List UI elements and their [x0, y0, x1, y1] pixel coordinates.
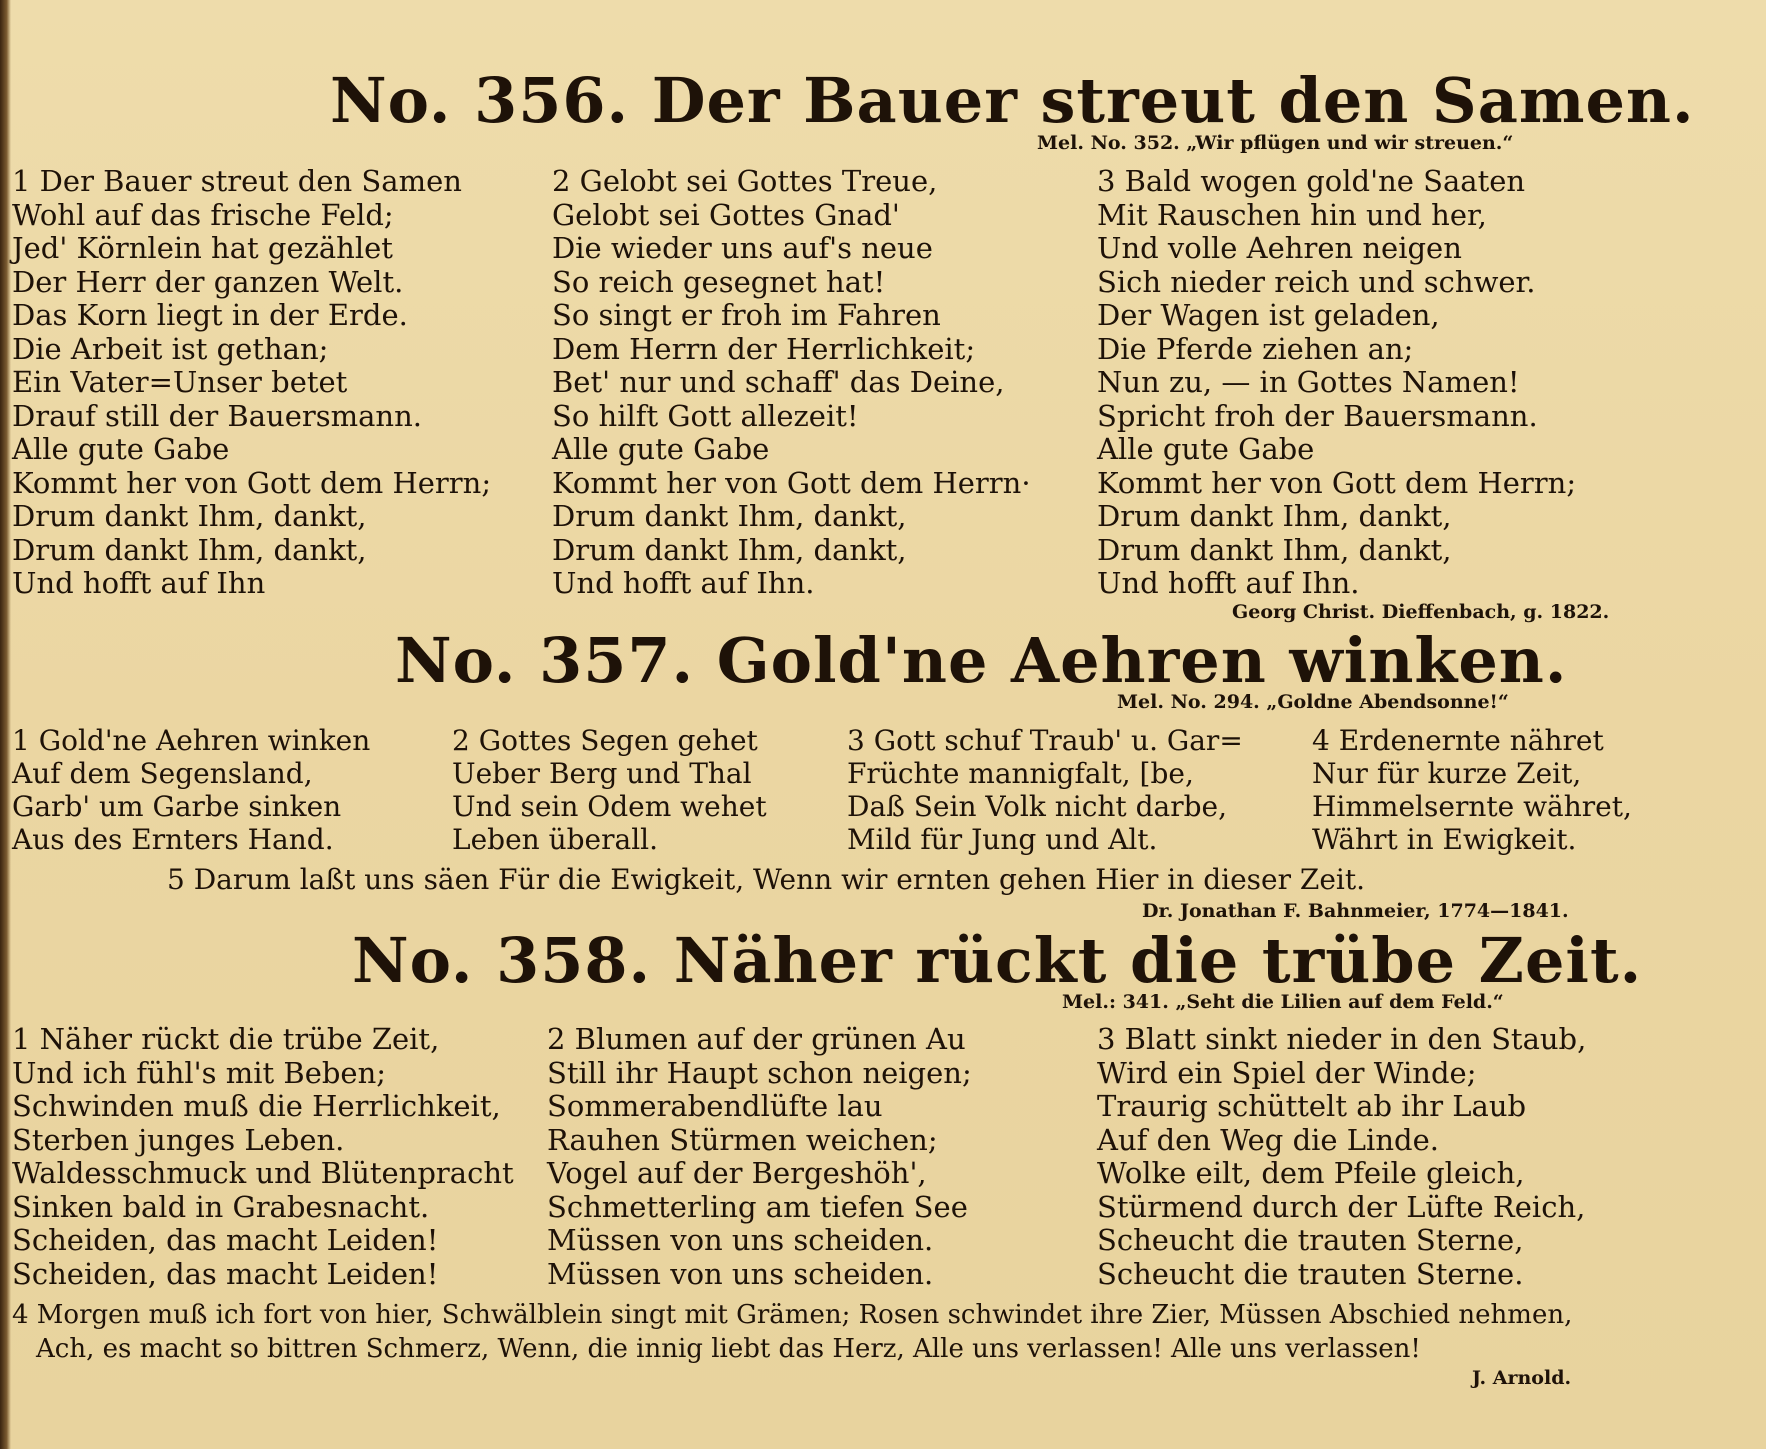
verse-line: Schmetterling am tiefen See [547, 1189, 968, 1224]
verse-line: Auf den Weg die Linde. [1097, 1122, 1439, 1157]
verse-line: Auf dem Segensland, [12, 757, 313, 790]
hymn-356-title: No. 356. Der Bauer streut den Samen. [330, 64, 1695, 137]
verse-line: Der Herr der ganzen Welt. [12, 264, 404, 299]
verse-line: Scheucht die trauten Sterne, [1097, 1223, 1524, 1257]
hymn-358-stanza-1 [12, 1023, 514, 1291]
hymn-356-stanza-1 [12, 165, 491, 601]
verse-line: Drum dankt Ihm, dankt, [1097, 499, 1452, 533]
verse-line: Drum dankt Ihm, dankt, [552, 499, 907, 533]
hymn-358-melody: Mel.: 341. „Seht die Lilien auf dem Feld.“ [1062, 991, 1504, 1013]
verse-line: Drum dankt Ihm, dankt, [12, 499, 367, 533]
verse-line: 1 Der Bauer streut den Samen [12, 164, 462, 198]
verse-line: Die Arbeit ist gethan; [12, 331, 329, 366]
verse-line: Müssen von uns scheiden. [547, 1223, 934, 1257]
verse-line: So hilft Gott allezeit! [552, 398, 859, 433]
hymn-358-stanza-3 [1097, 1023, 1586, 1291]
verse-line: Und hofft auf Ihn [12, 566, 266, 600]
hymn-356-stanza-3 [1097, 165, 1576, 601]
verse-line: 2 Gottes Segen gehet [452, 724, 758, 757]
verse-line: Dem Herrn der Herrlichkeit; [552, 331, 976, 366]
book-spine-edge [0, 0, 11, 1449]
verse-line: Und sein Odem wehet [452, 790, 767, 823]
verse-line: Sinken bald in Grabesnacht. [12, 1189, 430, 1224]
hymn-357-author: Dr. Jonathan F. Bahnmeier, 1774—1841. [1142, 900, 1569, 922]
verse-line: Alle gute Gabe [1097, 432, 1315, 466]
hymn-357-stanza-3 [847, 724, 1243, 856]
hymn-357-stanza-5: 5 Darum laßt uns säen Für die Ewigkeit, Wenn wir ernten gehen Hier in dieser Zeit. [167, 863, 1365, 896]
verse-line: Und hofft auf Ihn. [552, 566, 815, 600]
verse-line: Scheiden, das macht Leiden! [12, 1256, 439, 1291]
verse-line: 1 Gold'ne Aehren winken [12, 724, 371, 757]
verse-line: Waldesschmuck und Blütenpracht [12, 1156, 514, 1190]
verse-line: Die Pferde ziehen an; [1097, 331, 1414, 366]
verse-line: 4 Erdenernte nähret [1312, 724, 1604, 757]
hymn-358-author: J. Arnold. [1472, 1367, 1572, 1389]
verse-line: 1 Näher rückt die trübe Zeit, [12, 1022, 440, 1056]
verse-line: Sommerabendlüfte lau [547, 1089, 883, 1123]
verse-line: Sich nieder reich und schwer. [1097, 264, 1536, 299]
hymn-358-stanza-2 [547, 1023, 972, 1291]
verse-line: Alle gute Gabe [12, 432, 230, 466]
verse-line: Sterben junges Leben. [12, 1122, 345, 1157]
verse-line: Und ich fühl's mit Beben; [12, 1055, 387, 1090]
verse-line: Drum dankt Ihm, dankt, [552, 532, 907, 567]
verse-line: Ein Vater=Unser betet [12, 365, 348, 399]
verse-line: Das Korn liegt in der Erde. [12, 298, 408, 332]
verse-line: Und hofft auf Ihn. [1097, 566, 1360, 600]
verse-line: Und volle Aehren neigen [1097, 231, 1462, 265]
verse-line: Gelobt sei Gottes Gnad' [552, 197, 900, 232]
verse-line: Still ihr Haupt schon neigen; [547, 1055, 972, 1090]
hymn-357-stanza-4 [1312, 724, 1632, 856]
verse-line: 3 Gott schuf Traub' u. Gar= [847, 724, 1243, 757]
verse-line: Drauf still der Bauersmann. [12, 398, 422, 433]
hymn-356-melody: Mel. No. 352. „Wir pflügen und wir streuen.“ [1037, 132, 1514, 154]
verse-line: Leben überall. [452, 823, 659, 856]
verse-line: Wolke eilt, dem Pfeile gleich, [1097, 1156, 1525, 1190]
verse-line: Vogel auf der Bergeshöh', [547, 1156, 927, 1190]
verse-line: So singt er froh im Fahren [552, 298, 941, 332]
verse-line: Kommt her von Gott dem Herrn; [12, 465, 492, 500]
verse-line: Der Wagen ist geladen, [1097, 298, 1440, 332]
verse-line: Scheiden, das macht Leiden! [12, 1223, 439, 1257]
verse-line: Früchte mannigfalt, [be, [847, 757, 1194, 790]
hymn-358-stanza-4-line-1: 4 Morgen muß ich fort von hier, Schwälblein singt mit Grämen; Rosen schwindet ihre Zier, Müssen Abschied nehmen, [12, 1300, 1573, 1330]
verse-line: Mild für Jung und Alt. [847, 823, 1158, 856]
verse-line: Wird ein Spiel der Winde; [1097, 1055, 1477, 1090]
hymn-357-stanza-1 [12, 724, 370, 856]
verse-line: Kommt her von Gott dem Herrn· [552, 465, 1031, 500]
verse-line: So reich gesegnet hat! [552, 264, 886, 299]
verse-line: 2 Gelobt sei Gottes Treue, [552, 164, 938, 198]
verse-line: Drum dankt Ihm, dankt, [1097, 532, 1452, 567]
verse-line: Nur für kurze Zeit, [1312, 757, 1582, 790]
verse-line: Müssen von uns scheiden. [547, 1256, 934, 1291]
hymn-356-stanza-2 [552, 165, 1031, 601]
verse-line: 3 Bald wogen gold'ne Saaten [1097, 164, 1526, 198]
verse-line: Garb' um Garbe sinken [12, 790, 342, 823]
verse-line: Bet' nur und schaff' das Deine, [552, 365, 1005, 399]
verse-line: Traurig schüttelt ab ihr Laub [1097, 1089, 1527, 1123]
verse-line: Ueber Berg und Thal [452, 757, 752, 790]
verse-line: 3 Blatt sinkt nieder in den Staub, [1097, 1022, 1587, 1056]
verse-line: Spricht froh der Bauersmann. [1097, 398, 1538, 433]
verse-line: Drum dankt Ihm, dankt, [12, 532, 367, 567]
verse-line: Scheucht die trauten Sterne. [1097, 1256, 1524, 1291]
verse-line: Daß Sein Volk nicht darbe, [847, 790, 1227, 823]
hymn-357-stanza-2 [452, 724, 767, 856]
verse-line: Stürmend durch der Lüfte Reich, [1097, 1189, 1586, 1224]
verse-line: 2 Blumen auf der grünen Au [547, 1022, 966, 1056]
hymn-357-melody: Mel. No. 294. „Goldne Abendsonne!“ [1117, 691, 1509, 713]
verse-line: Alle gute Gabe [552, 432, 770, 466]
hymn-356-author: Georg Christ. Dieffenbach, g. 1822. [1232, 601, 1610, 623]
verse-line: Schwinden muß die Herrlichkeit, [12, 1089, 501, 1123]
verse-line: Nun zu, — in Gottes Namen! [1097, 365, 1520, 399]
hymn-358-stanza-4-line-2: Ach, es macht so bittren Schmerz, Wenn, die innig liebt das Herz, Alle uns verlassen! Alle uns verlassen! [36, 1334, 1421, 1364]
verse-line: Aus des Ernters Hand. [12, 823, 334, 856]
verse-line: Rauhen Stürmen weichen; [547, 1122, 938, 1157]
verse-line: Währt in Ewigkeit. [1312, 823, 1577, 856]
verse-line: Jed' Körnlein hat gezählet [12, 231, 393, 265]
hymn-357-title: No. 357. Gold'ne Aehren winken. [395, 624, 1568, 697]
verse-line: Himmelsernte währet, [1312, 790, 1632, 823]
verse-line: Die wieder uns auf's neue [552, 231, 933, 265]
verse-line: Wohl auf das frische Feld; [12, 197, 394, 232]
hymn-358-title: No. 358. Näher rückt die trübe Zeit. [352, 924, 1643, 997]
verse-line: Kommt her von Gott dem Herrn; [1097, 465, 1577, 500]
verse-line: Mit Rauschen hin und her, [1097, 197, 1487, 232]
